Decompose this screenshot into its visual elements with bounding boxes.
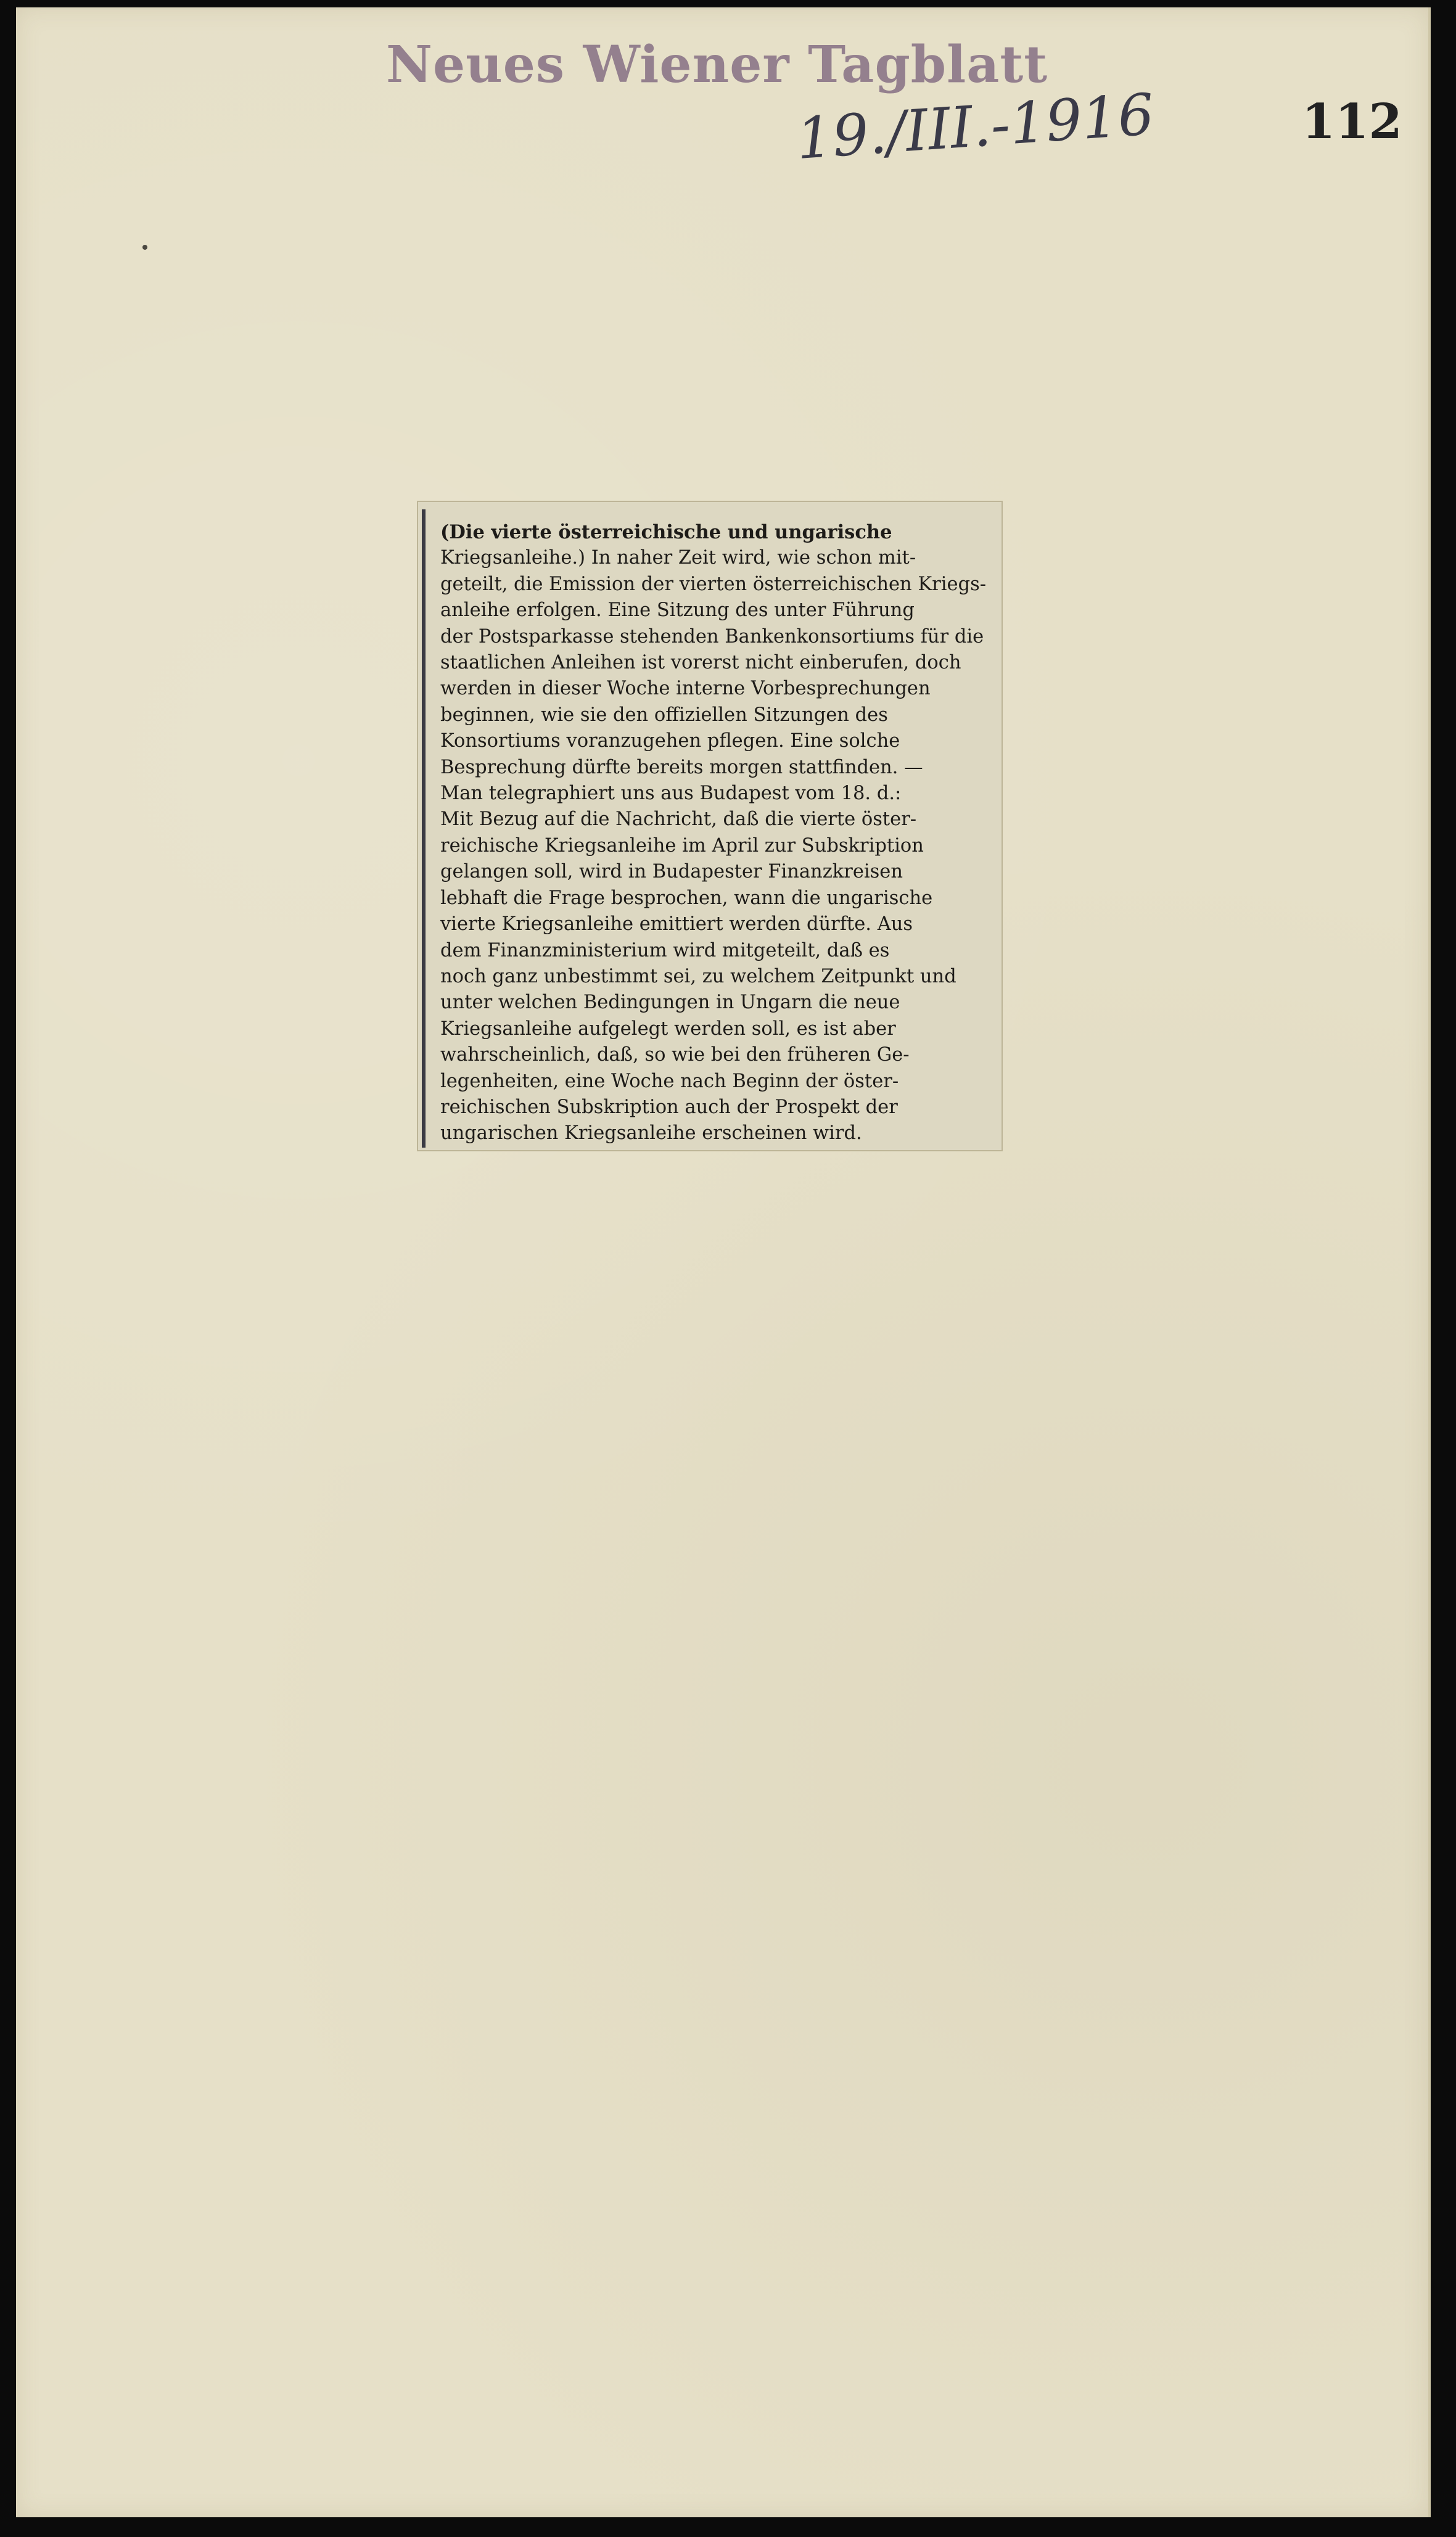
clipping-line: staatlichen Anleihen ist vorerst nicht einberufen, doch (440, 652, 961, 674)
clipping-torn-edge (422, 509, 432, 1148)
clipping-text (440, 519, 989, 1147)
clipping-line: werden in dieser Woche interne Vorbesprechungen (440, 678, 931, 700)
clipping-line: noch ganz unbestimmt sei, zu welchem Zeitpunkt und (440, 965, 956, 987)
clipping-line: dem Finanzministerium wird mitgeteilt, daß es (440, 939, 890, 961)
clipping-line: der Postsparkasse stehenden Bankenkonsortiums für die (440, 625, 984, 648)
clipping-line: Mit Bezug auf die Nachricht, daß die vierte öster- (440, 808, 917, 831)
handwritten-date: 19./III.-1916 (794, 81, 1156, 173)
clipping-line: Besprechung dürfte bereits morgen stattfinden. — (440, 756, 923, 778)
archive-sheet (16, 7, 1431, 2517)
clipping-line: vierte Kriegsanleihe emittiert werden dürfte. Aus (440, 913, 913, 935)
clipping-line: Man telegraphiert uns aus Budapest vom 18. d.: (440, 783, 902, 805)
clipping-line: Kriegsanleihe.) In naher Zeit wird, wie schon mit- (440, 547, 916, 569)
clipping-line: (Die vierte österreichische und ungarische (440, 521, 892, 543)
clipping-line: Kriegsanleihe aufgelegt werden soll, es ist aber (440, 1018, 896, 1040)
clipping-line: ungarischen Kriegsanleihe erscheinen wird. (440, 1122, 862, 1145)
clipping-line: reichische Kriegsanleihe im April zur Subskription (440, 834, 924, 857)
clipping-line: beginnen, wie sie den offiziellen Sitzungen des (440, 704, 888, 726)
clipping-line: legenheiten, eine Woche nach Beginn der öster- (440, 1070, 899, 1092)
clipping-line: reichischen Subskription auch der Prospekt der (440, 1096, 898, 1118)
page-number: 112 (1302, 94, 1402, 150)
newspaper-stamp: Neues Wiener Tagblatt (386, 35, 1048, 94)
clipping-line: wahrscheinlich, daß, so wie bei den früheren Ge- (440, 1044, 910, 1066)
newspaper-clipping (417, 501, 1003, 1151)
clipping-line: geteilt, die Emission der vierten österreichischen Kriegs- (440, 573, 987, 595)
clipping-line: lebhaft die Frage besprochen, wann die ungarische (440, 887, 933, 909)
clipping-line: unter welchen Bedingungen in Ungarn die neue (440, 992, 900, 1014)
clipping-line: anleihe erfolgen. Eine Sitzung des unter Führung (440, 599, 915, 622)
clipping-line: Konsortiums voranzugehen pflegen. Eine solche (440, 730, 900, 752)
clipping-line: gelangen soll, wird in Budapester Finanzkreisen (440, 861, 903, 883)
paper-speck (142, 245, 147, 250)
